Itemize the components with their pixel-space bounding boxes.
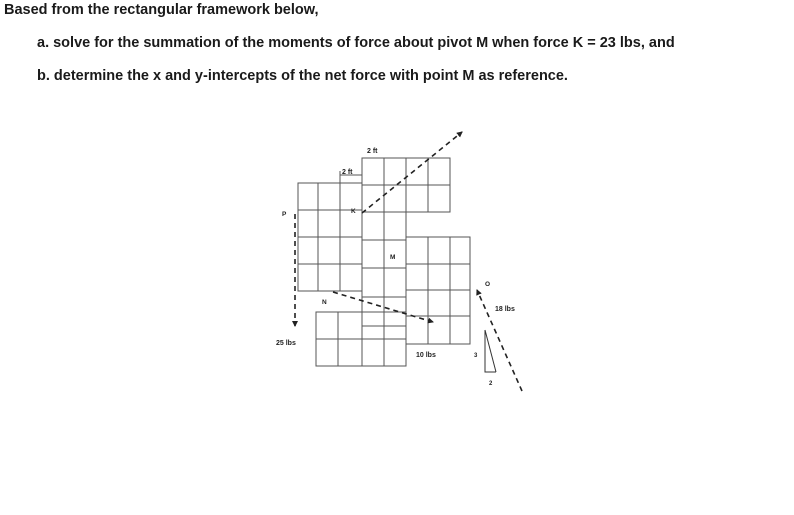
problem-title: Based from the rectangular framework below, — [4, 2, 319, 18]
question-part-a: a. solve for the summation of the moments of force about pivot M when force K = 23 lbs, and — [37, 35, 675, 51]
label-2ft-side: 2 ft — [342, 169, 353, 176]
label-k: K — [351, 208, 356, 215]
force-k-line — [362, 132, 462, 213]
label-o: O — [485, 281, 491, 288]
force-label-n: 10 lbs — [416, 352, 436, 359]
label-p: P — [282, 211, 287, 218]
label-m: M — [390, 254, 396, 261]
slope-rise-label: 3 — [474, 353, 478, 359]
label-2ft-top: 2 ft — [367, 148, 378, 155]
force-label-o: 18 lbs — [495, 306, 515, 313]
framework-grid — [298, 158, 470, 366]
slope-run-label: 2 — [489, 381, 493, 387]
label-n: N — [322, 299, 327, 306]
force-lines — [295, 132, 522, 391]
slope-triangle — [485, 330, 496, 372]
force-label-p: 25 lbs — [276, 340, 296, 347]
question-part-b: b. determine the x and y-intercepts of the net force with point M as reference. — [37, 68, 568, 84]
